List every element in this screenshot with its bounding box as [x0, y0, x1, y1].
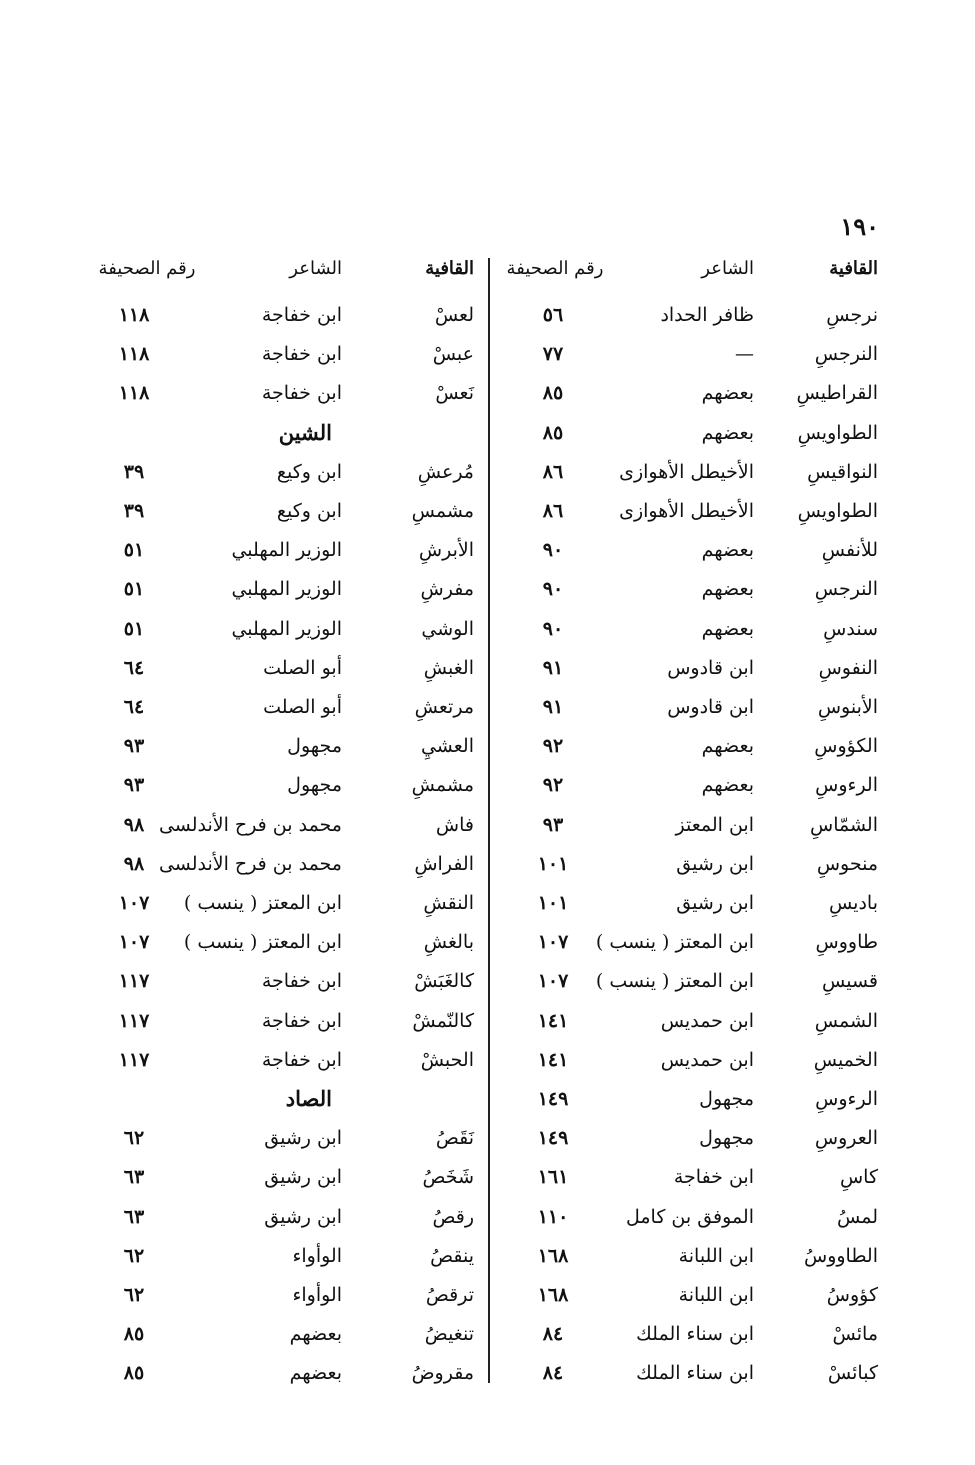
poet-name: ظافر الحداد: [660, 304, 754, 326]
poet-name: بعضهم: [701, 422, 754, 444]
index-row: [92, 531, 482, 569]
index-row: [92, 335, 482, 373]
header-page-number: رقم الصحيفة: [506, 258, 604, 279]
rhyme-word: الخميسِ: [813, 1049, 878, 1071]
page-number-cell: ٨٤: [542, 1323, 564, 1345]
rhyme-index-right-column: [496, 250, 886, 1390]
index-row: [496, 1080, 886, 1118]
rhyme-word: الطواويسِ: [797, 422, 878, 444]
header-page-number: رقم الصحيفة: [98, 258, 196, 279]
index-row: [496, 806, 886, 844]
rhyme-word: الأبرشِ: [418, 539, 474, 561]
poet-name: بعضهم: [701, 618, 754, 640]
index-row: [92, 884, 482, 922]
index-row: [92, 688, 482, 726]
page-number-cell: ١٤١: [537, 1010, 569, 1032]
poet-name: محمد بن فرح الأندلسى: [158, 853, 342, 875]
page-number-cell: ٩٨: [123, 814, 145, 836]
page-number-cell: ١١٧: [118, 1049, 150, 1071]
index-row: [496, 1354, 886, 1392]
page-number-cell: ١٠١: [537, 892, 569, 914]
section-heading-sad-text: الصاد: [285, 1086, 332, 1111]
rhyme-word: رقصُ: [432, 1206, 474, 1228]
rhyme-word: النرجسِ: [814, 343, 878, 365]
poet-name: ابن حمديس: [660, 1010, 754, 1032]
rhyme-word: منحوسِ: [816, 853, 878, 875]
poet-name: ابن خفاجة: [261, 1010, 342, 1032]
rhyme-word: طاووسِ: [815, 931, 878, 953]
poet-name: ابن وكيع: [276, 461, 342, 483]
rhyme-word: العروسِ: [814, 1127, 878, 1149]
poet-name: مجهول: [287, 774, 342, 796]
header-poet: الشاعر: [289, 258, 342, 279]
poet-name: ابن خفاجة: [673, 1166, 754, 1188]
rhyme-word: الرءوسِ: [815, 774, 878, 796]
index-row: [92, 923, 482, 961]
rhyme-word: لعسْ: [434, 304, 474, 326]
rhyme-word: شَخَصُ: [422, 1166, 474, 1188]
section-heading-sad: [92, 1080, 482, 1118]
rhyme-word: مشمشِ: [411, 774, 474, 796]
rhyme-word: سندسِ: [823, 618, 878, 640]
index-row: [496, 1237, 886, 1275]
page-number-cell: ٨٥: [123, 1323, 145, 1345]
section-heading-shin-text: الشين: [278, 420, 332, 445]
rhyme-word: مشمسِ: [411, 500, 474, 522]
page-number-cell: ١٦٨: [537, 1284, 569, 1306]
index-row: [496, 374, 886, 412]
page-number-cell: ٦٢: [123, 1284, 145, 1306]
poet-name: بعضهم: [701, 774, 754, 796]
poet-name: ابن سناء الملك: [636, 1323, 754, 1345]
index-row: [92, 962, 482, 1000]
page-number-cell: ٥١: [123, 578, 145, 600]
poet-name: ابن اللبانة: [678, 1245, 754, 1267]
page-number-cell: ١٠١: [537, 853, 569, 875]
rhyme-word: القراطيسِ: [796, 382, 878, 404]
index-row: [496, 1198, 886, 1236]
index-row: [92, 1315, 482, 1353]
page-number-cell: ٩١: [542, 696, 564, 718]
page-number-cell: ١١٨: [118, 343, 150, 365]
index-row: [496, 884, 886, 922]
page-number-cell: ٨٥: [542, 422, 564, 444]
index-row: [92, 296, 482, 334]
header-qafia: القافية: [425, 258, 474, 279]
page-number-cell: ٩١: [542, 657, 564, 679]
header-qafia: القافية: [829, 258, 878, 279]
page-number-cell: ٩٠: [542, 539, 564, 561]
page-number-cell: ١٦٨: [537, 1245, 569, 1267]
page-number-cell: ٩٢: [542, 774, 564, 796]
index-row: [92, 1354, 482, 1392]
poet-name: ابن المعتز ( ينسب ): [183, 931, 342, 953]
rhyme-word: الغبشِ: [423, 657, 474, 679]
index-row: [92, 1119, 482, 1157]
index-row: [92, 453, 482, 491]
rhyme-word: تنغيضُ: [424, 1323, 474, 1345]
rhyme-word: الأبنوسِ: [817, 696, 878, 718]
poet-name: الوزير المهلبي: [231, 618, 342, 640]
page-number-cell: ١٤٩: [537, 1088, 569, 1110]
header-poet: الشاعر: [701, 258, 754, 279]
rhyme-word: الطاووسُ: [804, 1245, 878, 1267]
index-row: [92, 570, 482, 608]
rhyme-word: النواقيسِ: [807, 461, 878, 483]
page-number-cell: ٩٢: [542, 735, 564, 757]
poet-name: مجهول: [699, 1127, 754, 1149]
rhyme-word: لمسُ: [837, 1206, 878, 1228]
index-row: [92, 492, 482, 530]
index-row: [496, 1158, 886, 1196]
page-number-cell: ٥١: [123, 618, 145, 640]
page-number-cell: ٦٣: [123, 1206, 145, 1228]
poet-name: بعضهم: [701, 539, 754, 561]
page-number-cell: ٨٥: [542, 382, 564, 404]
poet-name: بعضهم: [289, 1362, 342, 1384]
rhyme-word: نَعسْ: [435, 382, 474, 404]
page-number-cell: ١١٠: [537, 1206, 569, 1228]
poet-name: ابن المعتز ( ينسب ): [595, 931, 754, 953]
index-row: [496, 296, 886, 334]
page-number-cell: ٩٠: [542, 578, 564, 600]
page-number-cell: ٨٦: [542, 500, 564, 522]
poet-name: بعضهم: [701, 735, 754, 757]
page-number-cell: ٦٤: [123, 657, 145, 679]
poet-name: بعضهم: [701, 578, 754, 600]
poet-name: ابن رشيق: [264, 1206, 342, 1228]
poet-name: ابن المعتز: [675, 814, 754, 836]
index-row: [92, 649, 482, 687]
index-row: [92, 766, 482, 804]
rhyme-word: باديسِ: [828, 892, 878, 914]
page-number-cell: ١٠٧: [537, 931, 569, 953]
index-row: [496, 335, 886, 373]
page-number-cell: ٣٩: [123, 461, 145, 483]
rhyme-word: النرجسِ: [814, 578, 878, 600]
poet-name: الأخيطل الأهوازى: [619, 461, 754, 483]
poet-name: ابن خفاجة: [261, 382, 342, 404]
rhyme-word: نرجسِ: [826, 304, 878, 326]
rhyme-word: النقشِ: [423, 892, 474, 914]
rhyme-word: كبائسْ: [827, 1362, 878, 1384]
index-row: [496, 1041, 886, 1079]
poet-name: ابن قادوس: [667, 696, 754, 718]
page-number-cell: ١١٨: [118, 382, 150, 404]
index-row: [496, 610, 886, 648]
poet-name: ابن خفاجة: [261, 970, 342, 992]
page-number-cell: ٣٩: [123, 500, 145, 522]
index-row: [496, 492, 886, 530]
index-row: [92, 727, 482, 765]
rhyme-word: نَقَصُ: [435, 1127, 474, 1149]
rhyme-word: عبسْ: [432, 343, 474, 365]
page-number-cell: ٥٦: [542, 304, 564, 326]
page-number-cell: ٩٣: [123, 735, 145, 757]
rhyme-word: مرتعشِ: [414, 696, 474, 718]
poet-name: أبو الصلت: [263, 696, 342, 718]
index-row: [496, 453, 886, 491]
rhyme-word: الحبشْ: [420, 1049, 474, 1071]
index-row: [496, 414, 886, 452]
page-number-cell: ١٠٧: [118, 892, 150, 914]
rhyme-word: بالغشِ: [423, 931, 474, 953]
index-row: [496, 688, 886, 726]
index-row: [92, 1158, 482, 1196]
poet-name: الوأواء: [292, 1284, 342, 1306]
rhyme-word: ينقصُ: [430, 1245, 474, 1267]
section-heading-shin: [92, 414, 482, 452]
index-row: [496, 1119, 886, 1157]
poet-name: ابن وكيع: [276, 500, 342, 522]
poet-name: ابن رشيق: [264, 1166, 342, 1188]
rhyme-word: الوشي: [421, 618, 474, 640]
poet-name: الوزير المهلبي: [231, 539, 342, 561]
rhyme-word: الفراشِ: [414, 853, 474, 875]
rhyme-word: النفوسِ: [818, 657, 878, 679]
page-number-cell: ٩٣: [123, 774, 145, 796]
poet-name: بعضهم: [701, 382, 754, 404]
rhyme-index-left-column: [92, 250, 482, 1390]
page-number-cell: ١٤١: [537, 1049, 569, 1071]
index-row: [92, 374, 482, 412]
rhyme-word: مائسْ: [832, 1323, 878, 1345]
poet-name: الوزير المهلبي: [231, 578, 342, 600]
poet-name: —: [735, 343, 754, 365]
poet-name: ابن خفاجة: [261, 343, 342, 365]
page-number-cell: ٨٦: [542, 461, 564, 483]
index-row: [496, 1002, 886, 1040]
page-number-cell: ٩٨: [123, 853, 145, 875]
poet-name: الموفق بن كامل: [625, 1206, 754, 1228]
page-number-cell: ١٤٩: [537, 1127, 569, 1149]
column-divider: [488, 258, 490, 1383]
index-row: [92, 1276, 482, 1314]
index-row: [496, 649, 886, 687]
rhyme-word: العشيِ: [420, 735, 474, 757]
page-number-cell: ١١٧: [118, 1010, 150, 1032]
page-number-cell: ٨٥: [123, 1362, 145, 1384]
index-row: [92, 1002, 482, 1040]
page-number-cell: ٧٧: [542, 343, 564, 365]
index-row: [496, 923, 886, 961]
page-number-cell: ٥١: [123, 539, 145, 561]
poet-name: ابن اللبانة: [678, 1284, 754, 1306]
index-row: [92, 845, 482, 883]
rhyme-word: كاسِ: [839, 1166, 878, 1188]
poet-name: بعضهم: [289, 1323, 342, 1345]
page-number-cell: ١٦١: [537, 1166, 569, 1188]
poet-name: ابن سناء الملك: [636, 1362, 754, 1384]
index-row: [496, 570, 886, 608]
rhyme-word: كالغَبَشْ: [414, 970, 474, 992]
page-number-cell: ٦٤: [123, 696, 145, 718]
rhyme-word: الشمسِ: [814, 1010, 878, 1032]
rhyme-word: كالنّمشْ: [412, 1010, 474, 1032]
rhyme-word: للأنفسِ: [821, 539, 878, 561]
poet-name: ابن المعتز ( ينسب ): [183, 892, 342, 914]
poet-name: ابن خفاجة: [261, 304, 342, 326]
index-row: [92, 1041, 482, 1079]
poet-name: ابن قادوس: [667, 657, 754, 679]
page-number-cell: ١١٨: [118, 304, 150, 326]
poet-name: الوأواء: [292, 1245, 342, 1267]
page-number-cell: ٦٣: [123, 1166, 145, 1188]
page-number-cell: ٩٣: [542, 814, 564, 836]
right-column-header: [496, 250, 886, 288]
index-row: [92, 1237, 482, 1275]
index-row: [92, 610, 482, 648]
page-number-cell: ٦٢: [123, 1245, 145, 1267]
index-row: [496, 845, 886, 883]
rhyme-word: مُرعشِ: [417, 461, 474, 483]
rhyme-word: الكؤوسِ: [814, 735, 878, 757]
page-number-cell: ٦٢: [123, 1127, 145, 1149]
poet-name: ابن رشيق: [676, 892, 754, 914]
rhyme-word: كؤوسُ: [826, 1284, 878, 1306]
poet-name: ابن المعتز ( ينسب ): [595, 970, 754, 992]
poet-name: الأخيطل الأهوازى: [619, 500, 754, 522]
index-row: [496, 766, 886, 804]
rhyme-word: مقروضُ: [411, 1362, 474, 1384]
page-number-cell: ٨٤: [542, 1362, 564, 1384]
index-row: [92, 1198, 482, 1236]
index-row: [496, 1315, 886, 1353]
poet-name: مجهول: [287, 735, 342, 757]
page-number-cell: ١٠٧: [537, 970, 569, 992]
index-row: [496, 962, 886, 1000]
page-number-cell: ٩٠: [542, 618, 564, 640]
index-row: [496, 1276, 886, 1314]
index-row: [92, 806, 482, 844]
poet-name: ابن رشيق: [676, 853, 754, 875]
poet-name: أبو الصلت: [263, 657, 342, 679]
left-column-header: [92, 250, 482, 288]
poet-name: مجهول: [699, 1088, 754, 1110]
poet-name: ابن رشيق: [264, 1127, 342, 1149]
page-number-cell: ١١٧: [118, 970, 150, 992]
rhyme-word: فاش: [435, 814, 474, 836]
rhyme-word: الشمّاسِ: [810, 814, 878, 836]
index-row: [496, 727, 886, 765]
rhyme-word: مفرشِ: [420, 578, 474, 600]
poet-name: ابن خفاجة: [261, 1049, 342, 1071]
rhyme-word: ترقصُ: [425, 1284, 474, 1306]
page-number: ١٩٠: [840, 212, 879, 241]
poet-name: محمد بن فرح الأندلسى: [158, 814, 342, 836]
rhyme-word: الطواويسِ: [797, 500, 878, 522]
index-row: [496, 531, 886, 569]
rhyme-word: قسيسِ: [822, 970, 878, 992]
rhyme-word: الرءوسِ: [815, 1088, 878, 1110]
poet-name: ابن حمديس: [660, 1049, 754, 1071]
page-number-cell: ١٠٧: [118, 931, 150, 953]
